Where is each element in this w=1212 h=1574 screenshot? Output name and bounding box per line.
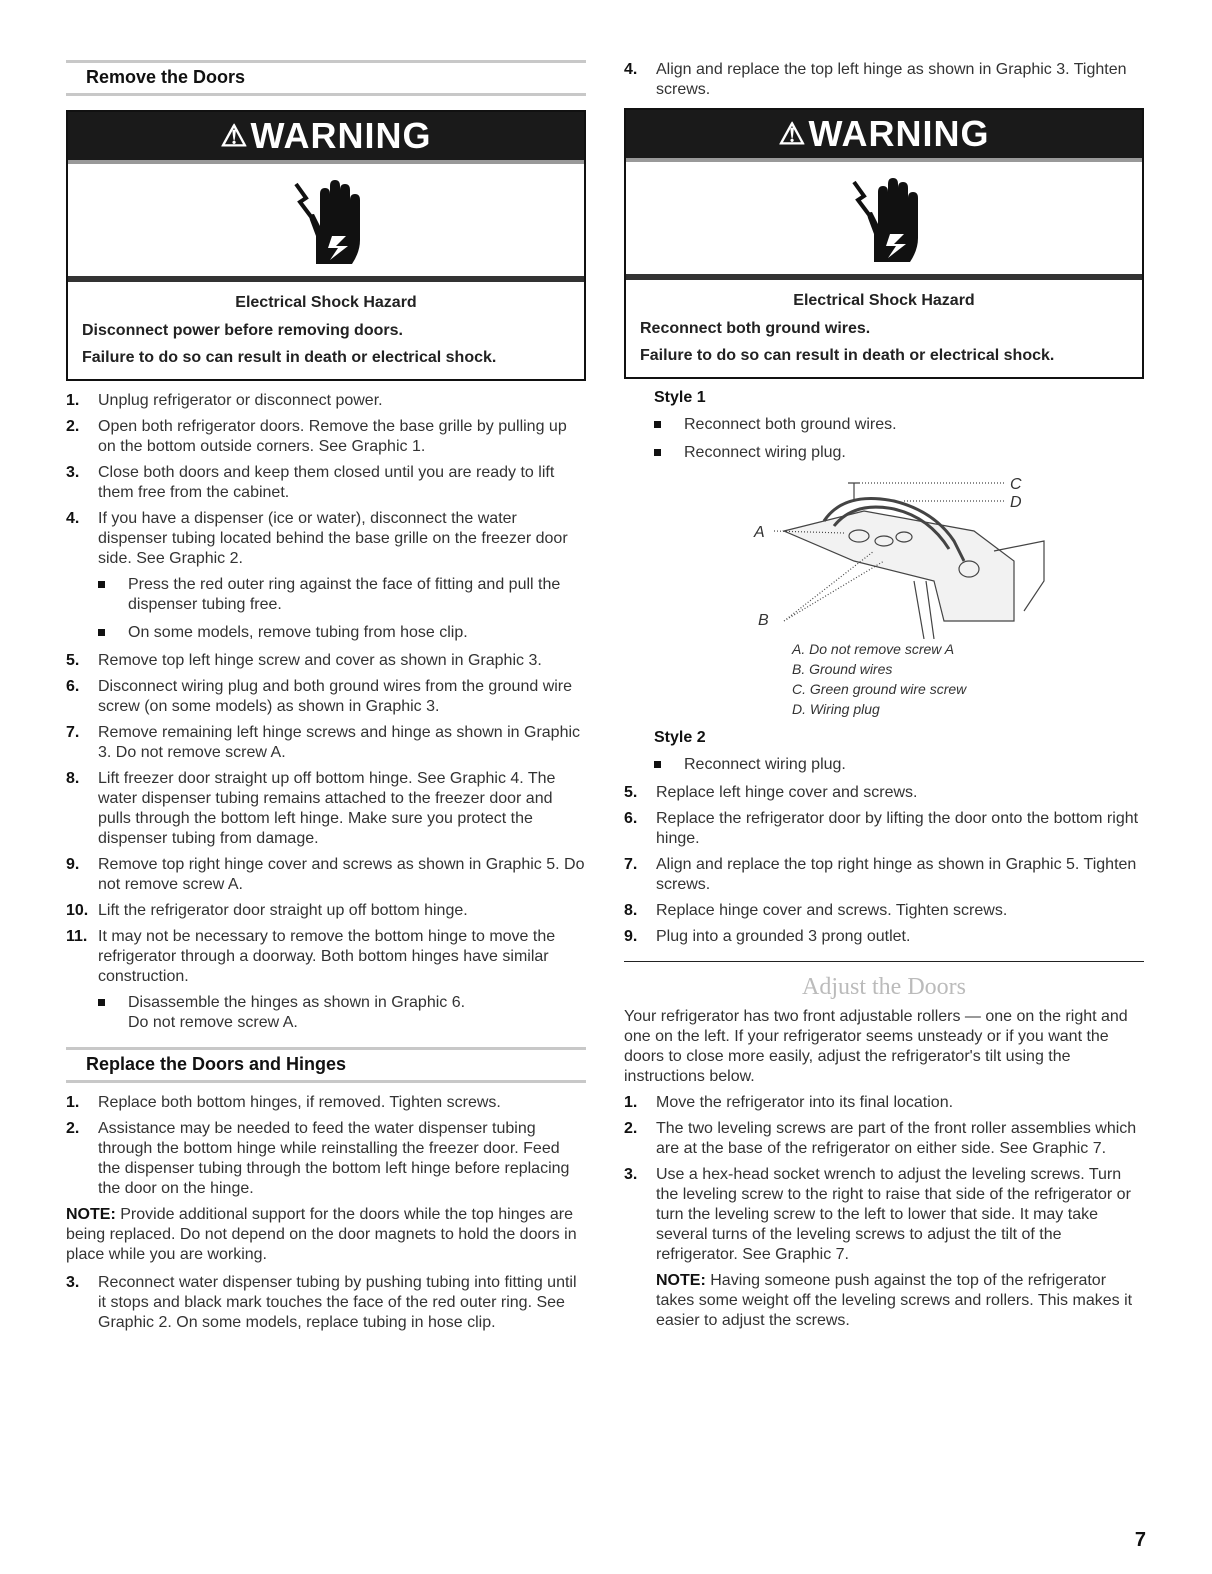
list-item: 8. Lift freezer door straight up off bottom hinge. See Graphic 4. The water dispenser tubing remains attached to the freezer door and pulls through the bottom left hinge. Make sure you protect the dispenser tubing from damage. — [66, 770, 556, 847]
bullet-item: Press the red outer ring against the face of fitting and pull the dispenser tubing free. — [66, 575, 586, 615]
warning-line: Disconnect power before removing doors. — [82, 322, 403, 339]
list-item: 4. If you have a dispenser (ice or water), disconnect the water dispenser tubing located behind the base grille on the freezer door side. See Graphic 2. — [66, 510, 568, 567]
list-item: 6. Disconnect wiring plug and both ground wires from the ground wire screw (on some models) as shown in Graphic 3. — [66, 678, 573, 715]
section-heading-replace-doors: Replace the Doors and Hinges — [66, 1047, 586, 1083]
warning-title: WARNING — [250, 115, 432, 156]
list-item: 3. Reconnect water dispenser tubing by pushing tubing into fitting until it stops and black mark touches the face of the red outer ring. See Graphic 2. On some models, replace tubing in hose clip. — [66, 1274, 577, 1331]
list-item: 7. Remove remaining left hinge screws and hinge as shown in Graphic 3. Do not remove screw A. — [66, 724, 581, 761]
list-item: 2. The two leveling screws are part of the front roller assemblies which are at the base of the refrigerator on either side. See Graphic 7. — [624, 1120, 1137, 1157]
list-item: 4. Align and replace the top left hinge as shown in Graphic 3. Tighten screws. — [624, 61, 1127, 98]
section-heading-remove-doors: Remove the Doors — [66, 60, 586, 96]
bullet-item: Reconnect wiring plug. — [624, 443, 1144, 463]
hinge-wiring-diagram — [744, 471, 1054, 639]
bullet-item: Disassemble the hinges as shown in Graphic 6. Do not remove screw A. — [66, 993, 586, 1033]
shock-icon-area — [68, 164, 584, 282]
list-item: 1. Replace both bottom hinges, if removed. Tighten screws. — [66, 1094, 501, 1111]
list-item: 1. Unplug refrigerator or disconnect power. — [66, 392, 383, 409]
figure-label-c: C — [1010, 476, 1022, 493]
list-item: 2. Assistance may be needed to feed the water dispenser tubing through the bottom hinge while reinstalling the freezer door. Feed the dispenser tubing through the bottom left hinge before replacing the door on the hinge. — [66, 1120, 570, 1197]
warning-banner — [626, 110, 1142, 162]
divider — [624, 961, 1144, 962]
warning-triangle-icon: ⚠ — [220, 120, 249, 153]
replace-steps — [66, 1093, 586, 1333]
list-item: 11. It may not be necessary to remove the bottom hinge to move the refrigerator through a doorway. Both bottom hinges have similar construction. — [66, 928, 556, 985]
list-item: 3. Use a hex-head socket wrench to adjust the leveling screws. Turn the leveling screw to the right to raise that side of the refrigerator or turn the leveling screw to the left to lower that side. It may take several turns of the leveling screws to adjust the tilt of the refrigerator. See Graphic 7. — [624, 1166, 1131, 1263]
electric-shock-hand-icon — [848, 178, 920, 264]
wiring-illustration — [744, 471, 1054, 639]
list-item: 9. Plug into a grounded 3 prong outlet. — [624, 928, 911, 945]
bullet-item: Reconnect wiring plug. — [624, 755, 1144, 775]
warning-body — [68, 282, 584, 379]
list-item: 8. Replace hinge cover and screws. Tighten screws. — [624, 902, 1008, 919]
list-item: 9. Remove top right hinge cover and screws as shown in Graphic 5. Do not remove screw A. — [66, 856, 585, 893]
warning-box — [624, 108, 1144, 379]
style-1-heading: Style 1 — [654, 389, 706, 406]
list-item: 5. Remove top left hinge screw and cover as shown in Graphic 3. — [66, 652, 542, 669]
electric-shock-hand-icon — [290, 180, 362, 266]
figure-label-d: D — [1010, 494, 1022, 511]
section-heading-adjust-doors: Adjust the Doors — [802, 974, 966, 1000]
note: NOTE: Provide additional support for the doors while the top hinges are being replaced. Do not depend on the door magnets to hold the doors in place while you are working. — [66, 1206, 577, 1263]
warning-hazard: Electrical Shock Hazard — [793, 292, 975, 309]
figure-label-b: B — [758, 612, 769, 629]
bullet-item: Reconnect both ground wires. — [624, 415, 1144, 435]
adjust-intro: Your refrigerator has two front adjustable rollers — one on the right and one on the left. If your refrigerator seems unsteady or if you want the doors to close more easily, adjust the refrigerator's tilt using the instructions below. — [624, 1008, 1128, 1085]
remove-steps — [66, 391, 586, 1033]
warning-hazard: Electrical Shock Hazard — [235, 294, 417, 311]
right-steps — [624, 783, 1144, 947]
figure-caption — [624, 639, 1144, 719]
warning-title: WARNING — [808, 113, 990, 154]
shock-icon-area — [626, 162, 1142, 280]
bullet-item: On some models, remove tubing from hose clip. — [66, 623, 586, 643]
warning-box — [66, 110, 586, 381]
list-item: 1. Move the refrigerator into its final location. — [624, 1094, 954, 1111]
warning-body — [626, 280, 1142, 377]
note: NOTE: Having someone push against the top of the refrigerator takes some weight off the leveling screws and rollers. This makes it easier to adjust the screws. — [656, 1272, 1133, 1329]
right-column — [624, 60, 1144, 1331]
caption-line: D. Wiring plug — [792, 701, 880, 717]
list-item: 7. Align and replace the top right hinge as shown in Graphic 5. Tighten screws. — [624, 856, 1137, 893]
warning-line: Failure to do so can result in death or electrical shock. — [640, 347, 1055, 364]
adjust-steps — [624, 1093, 1144, 1331]
warning-line: Failure to do so can result in death or electrical shock. — [82, 349, 497, 366]
list-item: 2. Open both refrigerator doors. Remove the base grille by pulling up on the bottom outside corners. See Graphic 1. — [66, 418, 567, 455]
figure-label-a: A — [754, 524, 765, 541]
list-item: 10. Lift the refrigerator door straight up off bottom hinge. — [66, 902, 468, 919]
caption-line: B. Ground wires — [792, 661, 893, 677]
list-item: 5. Replace left hinge cover and screws. — [624, 784, 918, 801]
list-item: 6. Replace the refrigerator door by lifting the door onto the bottom right hinge. — [624, 810, 1139, 847]
warning-banner — [68, 112, 584, 164]
left-column — [66, 60, 586, 1339]
caption-line: C. Green ground wire screw — [792, 681, 967, 697]
page-number: 7 — [1134, 1529, 1146, 1551]
style-2-heading: Style 2 — [654, 729, 706, 746]
warning-line: Reconnect both ground wires. — [640, 320, 871, 337]
warning-triangle-icon: ⚠ — [778, 118, 807, 151]
caption-line: A. Do not remove screw A — [792, 641, 955, 657]
list-item: 3. Close both doors and keep them closed until you are ready to lift them free from the cabinet. — [66, 464, 555, 501]
